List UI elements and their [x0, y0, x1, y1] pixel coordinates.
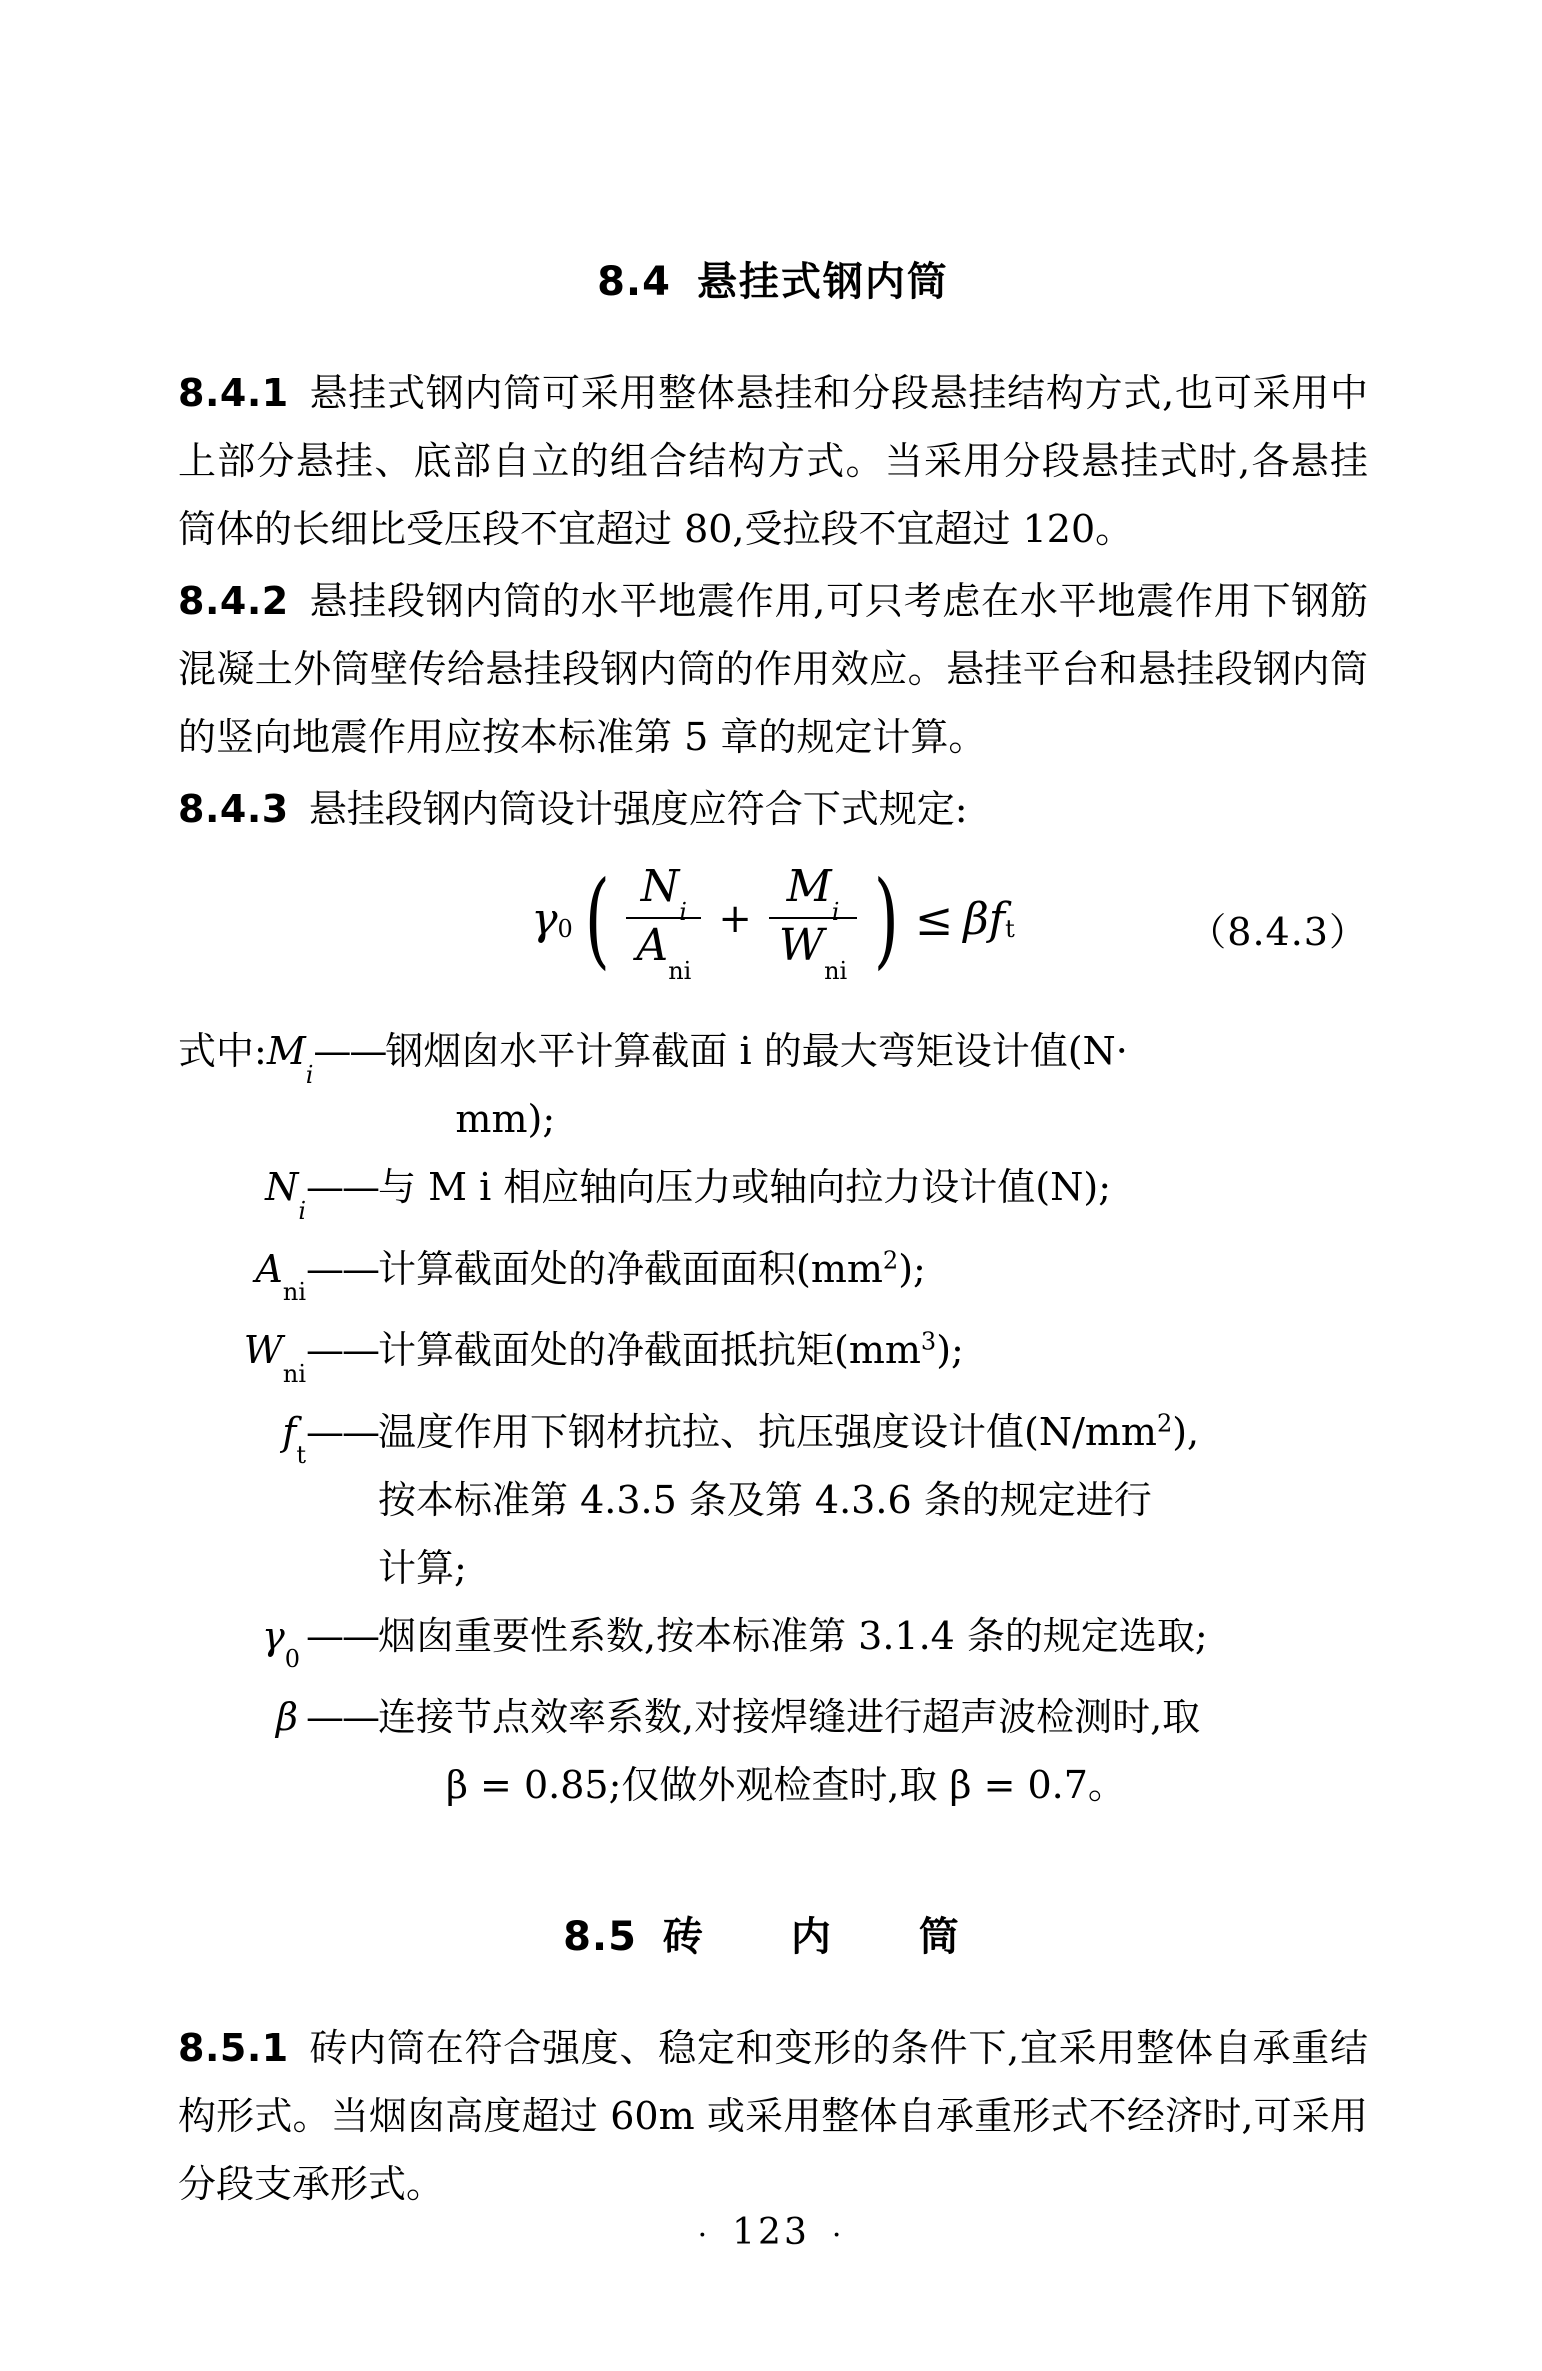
section-number: 8.4: [597, 259, 671, 305]
var-M: M: [786, 861, 832, 912]
clause-8-4-3: [178, 775, 1368, 843]
definition-line: 连接节点效率系数,对接焊缝进行超声波检测时,取: [378, 1695, 1201, 1740]
page-number: 123: [732, 2212, 810, 2253]
equation-number: （8.4.3）: [1188, 910, 1368, 954]
definition-text: [378, 1153, 1368, 1221]
formula-block-8-4-3: [178, 857, 1368, 1007]
definition-dash: ——: [306, 1613, 378, 1658]
definition-item: [178, 1683, 1368, 1819]
section-title: 砖 内 筒: [662, 1914, 983, 1961]
definition-dash: ——: [306, 1328, 378, 1373]
var-M-subscript: i: [831, 898, 840, 926]
fraction-denominator: [769, 917, 857, 985]
definition-item: [178, 1153, 1368, 1235]
symbol-gamma: γ: [262, 1613, 285, 1658]
symbol-A-subscript: ni: [282, 1278, 306, 1307]
less-equal-operator: ≤: [914, 892, 954, 946]
definition-symbol: [178, 1602, 378, 1684]
clause-number: 8.5.1: [178, 2026, 289, 2071]
var-W-subscript: ni: [824, 957, 848, 985]
page-content: [178, 250, 1368, 2222]
definition-line: 按本标准第 4.3.5 条及第 4.3.6 条的规定进行: [378, 1477, 1152, 1522]
definition-line: 与 M i 相应轴向压力或轴向拉力设计值(N);: [378, 1165, 1112, 1209]
definition-text: [385, 1017, 1368, 1153]
definition-dash: ——: [306, 1409, 378, 1454]
definition-symbol: [178, 1017, 385, 1099]
plus-operator: +: [718, 896, 752, 942]
page-footer: [0, 2212, 1542, 2253]
var-A: A: [636, 920, 669, 971]
fraction-numerator: [631, 861, 697, 926]
definition-item: [178, 1235, 1368, 1317]
var-N: N: [640, 861, 680, 912]
definition-line: 钢烟囱水平计算截面 i 的最大弯矩设计值(N·: [385, 1029, 1128, 1073]
definition-dash: ——: [306, 1695, 378, 1740]
footer-dot-right: ·: [831, 2217, 845, 2253]
symbol-f-subscript: t: [296, 1441, 306, 1470]
definition-item: [178, 1017, 1368, 1153]
clause-number: 8.4.3: [178, 787, 289, 831]
definition-line: 计算截面处的净截面面积$(mm^2)$;: [378, 1245, 926, 1291]
definition-item: [178, 1398, 1368, 1602]
definition-line: β = 0.85;仅做外观检查时,取 β = 0.7。: [446, 1763, 1126, 1808]
paren-close: ): [873, 857, 900, 980]
formula-f: f: [988, 893, 1006, 945]
symbol-definition-list: [178, 1017, 1368, 1819]
symbol-M: M: [266, 1029, 306, 1073]
clause-number: 8.4.1: [178, 371, 289, 415]
definition-line: 温度作用下钢材抗拉、抗压强度设计值$(N/mm^2)$,: [378, 1409, 1200, 1454]
symbol-W-subscript: ni: [282, 1359, 306, 1388]
clause-text: 悬挂段钢内筒设计强度应符合下式规定:: [308, 787, 968, 831]
definition-line: 计算;: [378, 1545, 467, 1590]
definition-line: 烟囱重要性系数,按本标准第 3.1.4 条的规定选取;: [378, 1613, 1208, 1658]
section-heading-8-5: [178, 1905, 1368, 1962]
var-W: W: [778, 920, 825, 971]
definition-dash: ——: [306, 1246, 378, 1291]
clause-8-4-2: [178, 567, 1368, 771]
fraction-m-over-w: [769, 861, 857, 985]
definition-text: [378, 1235, 1368, 1303]
formula-gamma: γ: [531, 893, 558, 945]
section-heading-8-4: [178, 250, 1368, 307]
definition-text: [378, 1683, 1368, 1819]
fraction-numerator: [777, 861, 850, 926]
clause-text: 悬挂式钢内筒可采用整体悬挂和分段悬挂结构方式,也可采用中上部分悬挂、底部自立的组合结构方式。当采用分段悬挂式时,各悬挂筒体的长细比受压段不宜超过 80,受拉段不宜超过 120。: [178, 371, 1368, 551]
paren-open: (: [584, 857, 610, 980]
var-A-subscript: ni: [668, 957, 692, 985]
definition-item: [178, 1602, 1368, 1684]
definition-dash: ——: [313, 1029, 386, 1073]
symbol-N-subscript: i: [298, 1196, 306, 1225]
definition-item: [178, 1316, 1368, 1398]
clause-8-4-1: [178, 359, 1368, 563]
symbol-A: A: [255, 1246, 283, 1291]
clause-number: 8.4.2: [178, 579, 289, 623]
definition-text: [378, 1398, 1368, 1602]
clause-8-5-1: [178, 2014, 1368, 2218]
definition-symbol: [178, 1398, 378, 1480]
definition-line: mm);: [455, 1097, 556, 1141]
definition-symbol: [178, 1683, 378, 1751]
definition-text: [378, 1602, 1368, 1670]
definition-text: [378, 1316, 1368, 1384]
footer-dot-left: ·: [697, 2217, 711, 2253]
symbol-beta: β: [276, 1695, 298, 1740]
symbol-gamma-subscript: 0: [284, 1645, 300, 1674]
clause-text: 砖内筒在符合强度、稳定和变形的条件下,宜采用整体自承重结构形式。当烟囱高度超过 60m 或采用整体自承重形式不经济时,可采用分段支承形式。: [178, 2026, 1368, 2207]
section-title: 悬挂式钢内筒: [696, 259, 949, 305]
formula-f-subscript: t: [1005, 915, 1015, 943]
symbol-N: N: [265, 1165, 299, 1209]
symbol-W: W: [243, 1328, 283, 1373]
section-number: 8.5: [563, 1914, 637, 1961]
symbol-M-subscript: i: [305, 1060, 314, 1089]
formula-gamma-subscript: 0: [557, 915, 573, 943]
definition-symbol: [178, 1235, 378, 1317]
definition-line: 计算截面处的净截面抵抗矩$(mm^3)$;: [378, 1327, 964, 1373]
var-N-subscript: i: [679, 898, 687, 926]
definition-dash: ——: [306, 1165, 378, 1209]
definition-lead: 式中:: [178, 1029, 267, 1073]
fraction-n-over-a: [626, 861, 701, 985]
definition-symbol: [178, 1153, 378, 1235]
formula-beta: β: [963, 893, 989, 945]
fraction-denominator: [626, 917, 701, 985]
definition-symbol: [178, 1316, 378, 1398]
symbol-f: f: [282, 1409, 297, 1454]
clause-text: 悬挂段钢内筒的水平地震作用,可只考虑在水平地震作用下钢筋混凝土外筒壁传给悬挂段钢内筒的作用效应。悬挂平台和悬挂段钢内筒的竖向地震作用应按本标准第 5 章的规定计算。: [178, 579, 1368, 759]
